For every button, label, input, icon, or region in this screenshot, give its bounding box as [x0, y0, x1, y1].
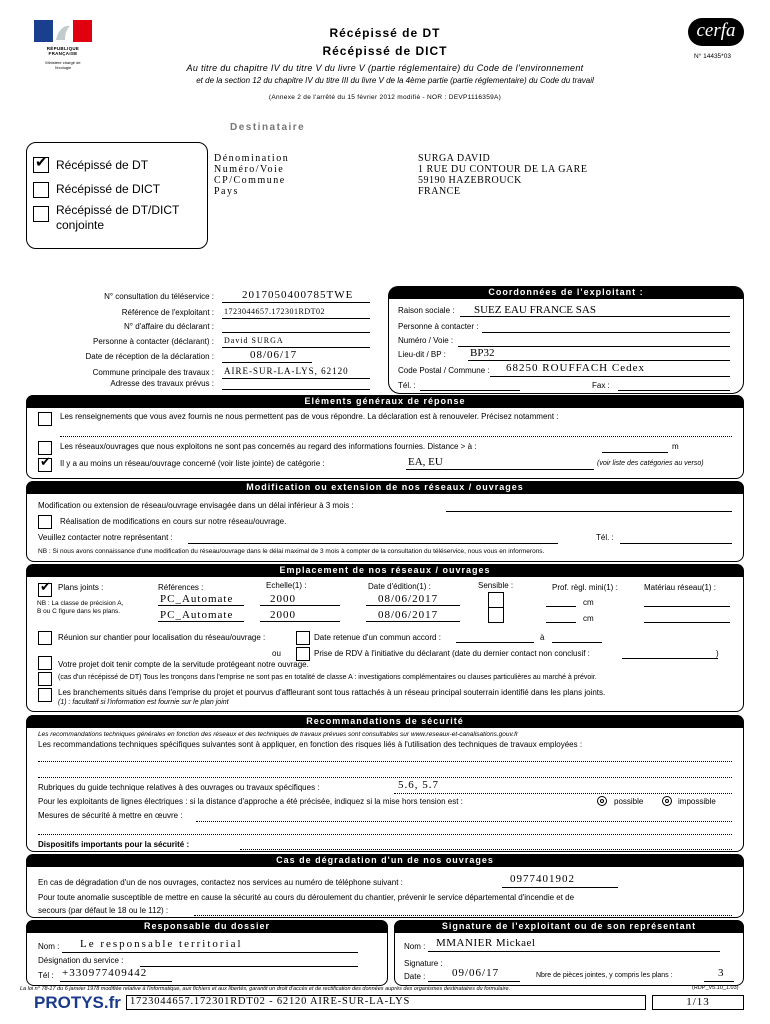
- exploitant-header: Coordonnées de l'exploitant :: [388, 286, 744, 299]
- signature-nom-label: Nom :: [404, 942, 426, 951]
- line-signature-nom: [428, 951, 720, 952]
- prise-rdv-checkbox[interactable]: [296, 647, 310, 661]
- reponse-distance-unit: m: [672, 442, 679, 451]
- signature-pieces-value[interactable]: 3: [718, 967, 725, 979]
- line-fax-exploitant: [618, 390, 730, 391]
- reponse-non-concernes-text: Les réseaux/ouvrages que nous exploitons ne sont pas concernés au regard des informations fournies. Distance > à :: [60, 442, 477, 451]
- plans-joints-label: Plans joints :: [58, 583, 104, 592]
- line-materiau-1: [644, 606, 730, 607]
- line-date-1: [366, 605, 460, 606]
- line-date-2: [366, 621, 460, 622]
- branchements-checkbox[interactable]: [38, 688, 52, 702]
- date-retenue-text: Date retenue d'un commun accord :: [314, 633, 441, 642]
- label-cp-commune: CP/Commune: [214, 175, 286, 186]
- label-contact-exploitant: Personne à contacter :: [398, 322, 479, 331]
- dots-renouveler: [60, 436, 732, 437]
- option-dt-dict-label: Récépissé de DT/DICT conjointe: [56, 203, 180, 232]
- impossible-radio[interactable]: [662, 796, 672, 806]
- value-code-postal[interactable]: 68250 ROUFFACH Cedex: [506, 362, 645, 374]
- line-commune-travaux: [222, 378, 370, 379]
- responsable-nom-label: Nom :: [38, 942, 60, 951]
- possible-label: possible: [614, 797, 644, 806]
- plan-prof-unit-1: cm: [583, 598, 594, 607]
- footer-ref-box: [126, 995, 646, 1010]
- label-affaire: N° d'affaire du déclarant :: [124, 322, 214, 331]
- reponse-categories-note: (voir liste des catégories au verso): [597, 460, 704, 467]
- line-echelle-2: [260, 621, 340, 622]
- modification-delai-text: Modification ou extension de réseau/ouvrage envisagée dans un délai inférieur à 3 mois :: [38, 501, 354, 510]
- col-date-edition: Date d'édition(1) :: [368, 582, 431, 591]
- line-date-reception: [222, 362, 312, 363]
- value-lieudit[interactable]: BP32: [470, 347, 495, 359]
- cerfa-number: N° 14435*03: [694, 53, 731, 60]
- securite-specific-text: Les recommandations techniques spécifiques suivantes sont à appliquer, en fonction des risques liés à l'utilisation des techniques de travaux employées :: [38, 740, 583, 749]
- plan-ref-1[interactable]: PC_Automate: [160, 593, 234, 605]
- line-echelle-1: [260, 605, 340, 606]
- modification-header: Modification ou extension de nos réseaux / ouvrages: [26, 481, 744, 494]
- reunion-checkbox[interactable]: [38, 631, 52, 645]
- logo-text: RÉPUBLIQUE FRANÇAISE: [46, 46, 80, 56]
- reponse-renouveler-text: Les renseignements que vous avez fournis ne nous permettent pas de vous répondre. La déclaration est à renouveler. Précisez notamment :: [60, 412, 559, 421]
- line-distance: [602, 452, 668, 453]
- line-ref-1: [158, 605, 244, 606]
- line-prise-rdv: [622, 658, 718, 659]
- possible-radio[interactable]: [597, 796, 607, 806]
- label-adresse-travaux: Adresse des travaux prévus :: [110, 379, 214, 388]
- page-title-2: Récépissé de DICT: [322, 44, 448, 58]
- facultatif-note: (1) : facultatif si l'information est fournie sur le plan joint: [58, 699, 229, 706]
- modification-note: NB : Si nous avons connaissance d'une modification du réseau/ouvrage dans le délai maximal de 3 mois à compter de la consultation du téléservice, nous vous en informerons.: [38, 548, 545, 555]
- dispositifs-label: Dispositifs importants pour la sécurité :: [38, 840, 190, 849]
- footer-ref-text: 1723044657.172301RDT02 - 62120 AIRE-SUR-LA-LYS: [130, 996, 411, 1007]
- line-categorie: [406, 469, 594, 470]
- page-title-1: Récépissé de DT: [329, 26, 441, 40]
- label-numero-voie-exploitant: Numéro / Voie :: [398, 336, 454, 345]
- classe-a-text: (cas d'un récépissé de DT) Tous les tronçons dans l'emprise ne sont pas en totalité de classe A : investigations complémentaires ou clauses particulières au marché à prévoir.: [58, 674, 597, 681]
- value-raison-sociale[interactable]: SUEZ EAU FRANCE SAS: [474, 304, 596, 316]
- value-commune-travaux[interactable]: AIRE-SUR-LA-LYS, 62120: [224, 366, 349, 376]
- branchements-text: Les branchements situés dans l'emprise du projet et pourvus d'affleurant sont tous rattachés à un réseau principal souterrain identifié dans les plans joints.: [58, 688, 606, 697]
- signature-pieces-label: Nbre de pièces jointes, y compris les plans :: [536, 972, 673, 979]
- destinataire-title: Destinataire: [230, 122, 306, 133]
- securite-general-text: Les recommandations techniques générales en fonction des réseaux et des techniques de travaux prévues sont consultables sur www.reseaux-et-canalisations.gouv.fr: [38, 731, 519, 738]
- label-raison-sociale: Raison sociale :: [398, 306, 455, 315]
- option-dict-label: Récépissé de DICT: [56, 182, 161, 196]
- line-ref-2: [158, 621, 244, 622]
- prise-rdv-text: Prise de RDV à l'initiative du déclarant (date du dernier contact non conclusif :: [314, 649, 590, 658]
- reunion-text: Réunion sur chantier pour localisation du réseau/ouvrage :: [58, 633, 266, 642]
- label-consultation: N° consultation du téléservice :: [104, 292, 214, 301]
- date-retenue-a: à: [540, 633, 545, 642]
- value-categorie[interactable]: EA, EU: [408, 456, 443, 468]
- line-tel-exploitant: [420, 390, 520, 391]
- label-date-reception: Date de réception de la déclaration :: [85, 352, 214, 361]
- destinataire-field-labels: [214, 153, 289, 197]
- line-lieudit: [468, 360, 730, 361]
- label-contact-declarant: Personne à contacter (déclarant) :: [93, 337, 214, 346]
- line-modification-contact: [188, 543, 558, 544]
- value-contact-declarant[interactable]: David SURGA: [224, 336, 284, 345]
- signature-nom-value[interactable]: MMANIER Mickael: [436, 937, 536, 949]
- line-materiau-2: [644, 622, 730, 623]
- modification-en-cours-text: Réalisation de modifications en cours sur notre réseau/ouvrage.: [60, 517, 287, 526]
- value-date-reception[interactable]: 08/06/17: [250, 349, 298, 361]
- label-ref-exploitant: Référence de l'exploitant :: [121, 308, 214, 317]
- modification-tel-label: Tél. :: [596, 533, 614, 542]
- degradation-phone-label: En cas de dégradation d'un de nos ouvrages, contactez nos services au numéro de téléphone suivant :: [38, 878, 403, 887]
- protys-logo-text: PROTYS.fr: [34, 993, 121, 1012]
- servitude-checkbox[interactable]: [38, 656, 52, 670]
- dots-securite-2: [38, 777, 732, 778]
- line-prof-2: [546, 622, 576, 623]
- col-sensible: Sensible :: [478, 581, 514, 590]
- reponse-concerne-checkbox[interactable]: [38, 455, 52, 472]
- destinataire-field-values: [418, 153, 587, 197]
- value-consultation[interactable]: 2017050400785TWE: [242, 289, 354, 301]
- degradation-anomalie-text: Pour toute anomalie susceptible de mettre en cause la sécurité au cours du déroulement du chantier, prévenir le service départemental d'incendie et de: [38, 893, 575, 902]
- dots-mesures-1: [196, 821, 732, 822]
- line-date-retenue-heure: [552, 642, 602, 643]
- footer-version: (RDP_V5.10_1.03): [692, 985, 739, 991]
- page-number: 1/13: [686, 996, 710, 1008]
- checkmark-icon: ✔: [40, 455, 51, 470]
- annex-text: (Annexe 2 de l'arrêté du 15 février 2012 modifié - NOR : DEVP1116359A): [268, 94, 502, 101]
- degradation-header: Cas de dégradation d'un de nos ouvrages: [26, 854, 744, 867]
- line-prof-1: [546, 606, 576, 607]
- value-cp-commune: 59190 HAZEBROUCK: [418, 175, 522, 186]
- line-consultation: [222, 302, 370, 303]
- label-pays: Pays: [214, 186, 239, 197]
- servitude-text: Votre projet doit tenir compte de la servitude protégeant notre ouvrage.: [58, 660, 309, 669]
- plan-sensible-1-checkbox[interactable]: [488, 592, 504, 608]
- modification-contact-text: Veuillez contacter notre représentant :: [38, 533, 173, 542]
- label-numero-voie: Numéro/Voie: [214, 164, 285, 175]
- prise-rdv-close: ): [716, 649, 719, 658]
- plan-ref-2[interactable]: PC_Automate: [160, 609, 234, 621]
- line-responsable-nom: [62, 952, 358, 953]
- col-references: Références :: [158, 583, 204, 592]
- option-dict-checkbox[interactable]: [33, 182, 49, 198]
- line-ref-exploitant: [222, 318, 370, 319]
- plan-sensible-2-checkbox[interactable]: [488, 607, 504, 623]
- signature-header: Signature de l'exploitant ou de son représentant: [394, 920, 744, 933]
- signature-date-value[interactable]: 09/06/17: [452, 967, 500, 979]
- plan-echelle-2[interactable]: 2000: [270, 609, 296, 621]
- line-responsable-tel: [60, 981, 172, 982]
- line-responsable-designation: [140, 966, 358, 967]
- line-adresse-travaux: [222, 389, 370, 390]
- cerfa-logo: [688, 18, 744, 46]
- option-dt-label: Récépissé de DT: [56, 158, 149, 172]
- line-numero-voie-exploitant: [458, 346, 730, 347]
- emplacement-header: Emplacement de nos réseaux / ouvrages: [26, 564, 744, 577]
- signature-date-label: Date :: [404, 972, 426, 981]
- responsable-header: Responsable du dossier: [26, 920, 388, 933]
- option-dt-dict-checkbox[interactable]: [33, 206, 49, 222]
- subtitle-2: et de la section 12 du chapitre IV du titre III du livre V de la 4ème partie (partie réglementaire) du Code du travail: [196, 76, 594, 85]
- footer-page-box: [652, 995, 744, 1010]
- label-tel-exploitant: Tél. :: [398, 381, 416, 390]
- reponse-renouveler-checkbox[interactable]: [38, 412, 52, 426]
- degradation-phone[interactable]: 0977401902: [510, 873, 575, 885]
- dots-dispositifs: [240, 849, 732, 850]
- securite-header: Recommandations de sécurité: [26, 715, 744, 728]
- value-denomination: SURGA DAVID: [418, 153, 491, 164]
- col-echelle: Echelle(1) :: [266, 581, 307, 590]
- line-raison-sociale: [460, 316, 730, 317]
- line-modification-delai: [446, 511, 732, 512]
- cerfa-logo-text: cerfa: [696, 20, 736, 41]
- subtitle-1: Au titre du chapitre IV du titre V du livre V (partie réglementaire) du Code de l'environnement: [186, 63, 584, 73]
- signature-label: Signature :: [404, 959, 443, 968]
- plan-date-2[interactable]: 08/06/2017: [378, 609, 439, 621]
- responsable-tel-value[interactable]: +330977409442: [62, 967, 148, 979]
- line-code-postal: [490, 376, 730, 377]
- responsable-designation-label: Désignation du service :: [38, 956, 124, 965]
- footer-law-text: La loi n° 78-17 du 6 janvier 1978 modifiée relative à l'informatique, aux fichiers et aux libertés, garantit un droit d'accès et de rectification des données auprès des organismes destinataires du formulaire.: [20, 986, 511, 992]
- label-lieudit: Lieu-dit / BP :: [398, 350, 446, 359]
- label-denomination: Dénomination: [214, 153, 290, 164]
- line-signature-date: [428, 981, 520, 982]
- label-code-postal: Code Postal / Commune :: [398, 366, 490, 375]
- ou-label: ou: [272, 649, 281, 658]
- dots-rubriques: [394, 793, 732, 794]
- reponse-header: Eléments généraux de réponse: [26, 395, 744, 408]
- plan-echelle-1[interactable]: 2000: [270, 593, 296, 605]
- degradation-secours-text: secours (par défaut le 18 ou le 112) :: [38, 906, 169, 915]
- dots-secours: [194, 915, 732, 916]
- line-date-retenue: [456, 642, 534, 643]
- checkmark-icon: ✔: [40, 580, 51, 595]
- ministry-text: Ministère chargé de l'écologie: [45, 60, 81, 70]
- plans-joints-checkbox[interactable]: [38, 580, 52, 597]
- reponse-non-concernes-checkbox[interactable]: [38, 441, 52, 455]
- col-materiau: Matériau réseau(1) :: [644, 583, 717, 592]
- plan-date-1[interactable]: 08/06/2017: [378, 593, 439, 605]
- option-dt-checkbox[interactable]: [33, 153, 49, 173]
- protys-logo: [34, 993, 121, 1013]
- electrique-label: Pour les exploitants de lignes électriques : si la distance d'approche a été précisée, indiquez si la mise hors tension est :: [38, 797, 463, 806]
- modification-en-cours-checkbox[interactable]: [38, 515, 52, 529]
- value-ref-exploitant[interactable]: 1723044657.172301RDT02: [224, 307, 325, 316]
- checkmark-icon: ✔: [35, 153, 48, 171]
- reponse-concerne-text: Il y a au moins un réseau/ouvrage concerné (voir liste jointe) de catégorie :: [60, 459, 325, 468]
- dots-securite-1: [38, 761, 732, 762]
- line-modification-tel: [620, 543, 732, 544]
- line-contact-exploitant: [482, 332, 730, 333]
- classe-a-checkbox[interactable]: [38, 672, 52, 686]
- label-commune-travaux: Commune principale des travaux :: [92, 368, 214, 377]
- responsable-nom-value[interactable]: Le responsable territorial: [80, 938, 243, 950]
- plan-prof-unit-2: cm: [583, 614, 594, 623]
- plans-nb-text: NB : La classe de précision A, B ou C figure dans les plans.: [37, 600, 124, 615]
- label-fax-exploitant: Fax :: [592, 381, 610, 390]
- mesures-label: Mesures de sécurité à mettre en œuvre :: [38, 811, 183, 820]
- responsable-tel-label: Tél :: [38, 971, 54, 980]
- col-prof-regl: Prof. règl. mini(1) :: [552, 583, 618, 592]
- rubriques-label: Rubriques du guide technique relatives à des ouvrages ou travaux spécifiques :: [38, 783, 320, 792]
- value-numero-voie: 1 RUE DU CONTOUR DE LA GARE: [418, 164, 588, 175]
- line-affaire: [222, 332, 370, 333]
- impossible-label: impossible: [678, 797, 716, 806]
- line-degradation-phone: [502, 887, 618, 888]
- value-pays: FRANCE: [418, 186, 461, 197]
- date-retenue-checkbox[interactable]: [296, 631, 310, 645]
- dots-mesures-2: [38, 834, 732, 835]
- line-signature-pieces: [704, 981, 734, 982]
- line-contact-declarant: [222, 347, 370, 348]
- rubriques-value[interactable]: 5.6, 5.7: [398, 779, 439, 791]
